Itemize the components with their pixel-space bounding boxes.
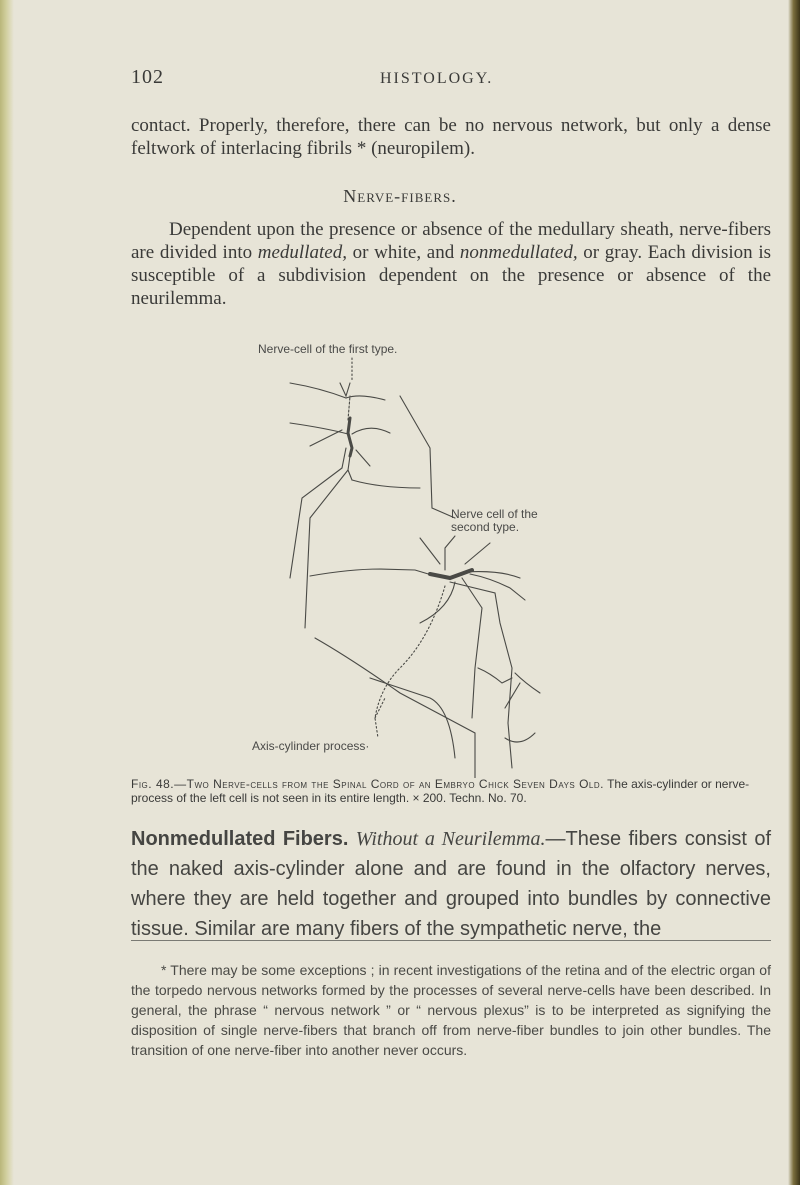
page-edge-shadow — [788, 0, 800, 1185]
first-type-cell — [290, 383, 455, 628]
axis-cylinder-process — [375, 586, 445, 738]
term-medullated: medullated, — [257, 242, 347, 263]
footnote-rule — [131, 940, 771, 941]
para2-text-2: or white, and — [346, 242, 460, 263]
figure-caption — [131, 777, 771, 805]
run-in-subheading: Without a Neurilemma. — [355, 828, 546, 850]
running-head: HISTOLOGY. — [380, 70, 494, 87]
figure-48-nerve-cells — [250, 338, 600, 798]
footnote: * There may be some exceptions ; in recent investigations of the retina and of the electric organ of the torpedo nervous networks formed by the processes of several nerve-cells have been described. In general, the phrase “ nervous network ” or “ nervous plexus” is to be interpreted as signifying the disposition of single nerve-fibers that branch off from nerve-fiber bundles to join other bundles. The transition of one nerve-fiber into another never occurs. — [131, 962, 771, 1058]
label-second-type: Nerve cell of the second type. — [451, 507, 538, 534]
paragraph-dependent — [131, 218, 771, 310]
caption-head: Fig. 48.—Two Nerve-cells from the Spinal Cord of an Embryo Chick Seven Days Old. — [131, 777, 604, 791]
para2-text-1: Dependent upon the presence or absence of the medullary sheath, nerve-fibers are divided into — [131, 219, 771, 263]
caption-body: The axis-cylinder or nerve-process of the left cell is not seen in its entire length. × 200. Techn. No. 70. — [131, 777, 750, 805]
term-nonmedullated: nonmedullated, — [459, 242, 578, 263]
run-in-heading: Nonmedullated Fibers. — [131, 828, 349, 850]
paragraph-contact: contact. Properly, therefore, there can be no nervous network, but only a dense feltwork of interlacing fibrils * (neuropilem). — [131, 115, 771, 159]
nerve-cell-drawing — [250, 338, 600, 778]
paragraph-nonmedullated — [131, 824, 771, 944]
book-spine-shadow — [0, 0, 14, 1185]
section-heading-nerve-fibers: Nerve-fibers. — [343, 186, 457, 206]
page-number: 102 — [131, 66, 164, 88]
nonmedullated-text: —These fibers consist of the naked axis-cylinder alone and are found in the olfactory nerves, where they are held together and grouped into bundles by connective tissue. Similar are many fibers of the sympathetic nerve, the — [131, 828, 772, 940]
para2-text-3: or gray. Each division is susceptible of a subdivision dependent on the presence or absence of the neurilemma. — [131, 242, 771, 309]
label-first-type: Nerve-cell of the first type. — [258, 342, 398, 356]
label-axis-cylinder: Axis-cylinder process· — [252, 739, 370, 753]
